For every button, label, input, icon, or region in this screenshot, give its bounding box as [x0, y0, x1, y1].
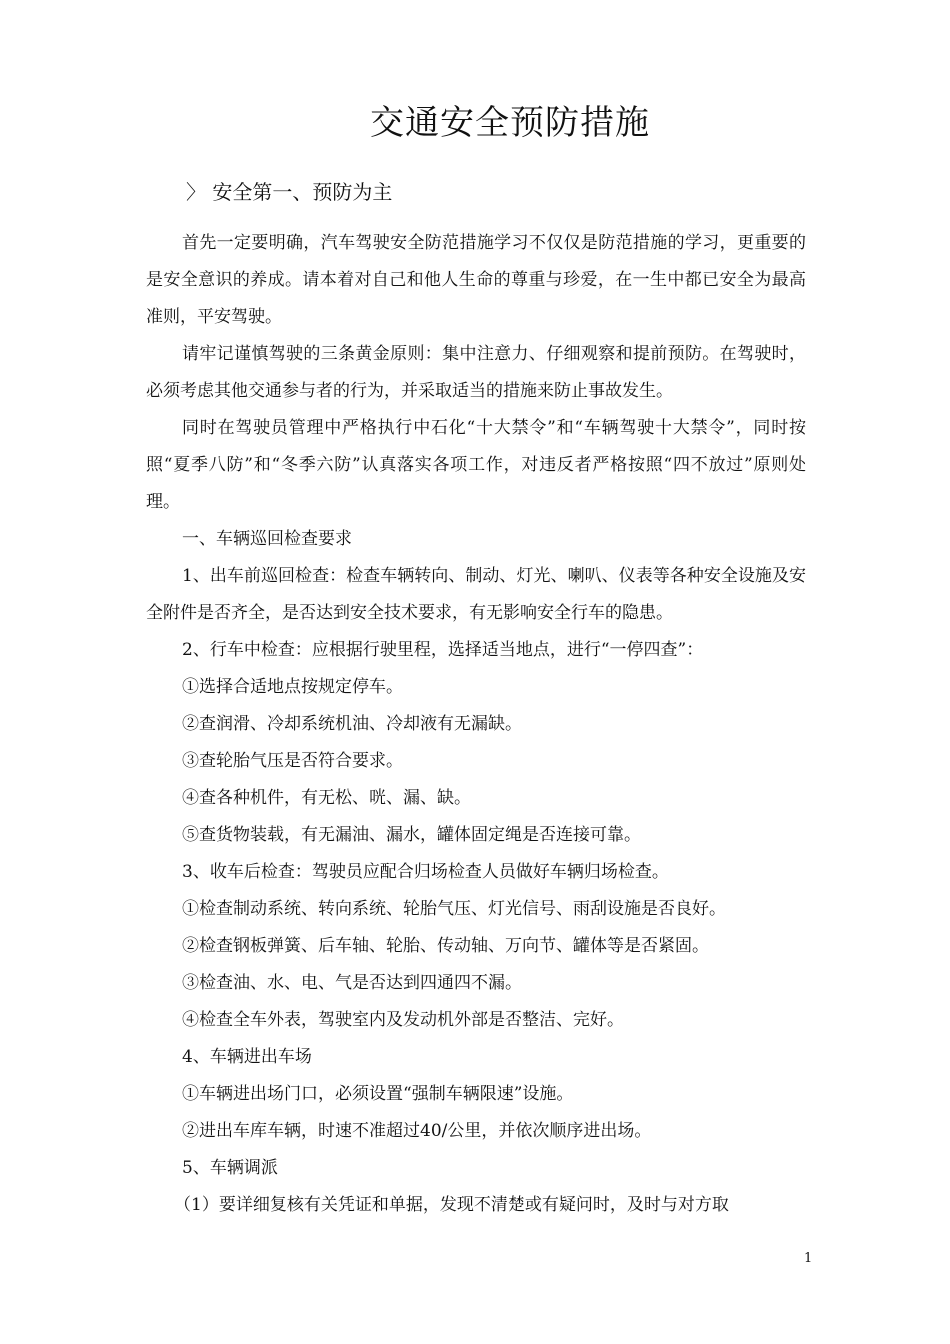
list-subitem: ①车辆进出场门口，必须设置“强制车辆限速”设施。 [182, 1084, 574, 1104]
list-subitem: ④查各种机件，有无松、咣、漏、缺。 [182, 788, 471, 808]
document-title: 交通安全预防措施 [370, 103, 650, 143]
list-item-driving-check: 2、行车中检查：应根据行驶里程，选择适当地点，进行“一停四查”： [182, 640, 704, 660]
paragraph-management: 同时在驾驶员管理中严格执行中石化“十大禁令”和“车辆驾驶十大禁令”，同时按照“夏季八防”和“冬季六防”认真落实各项工作，对违反者严格按照“四不放过”原则处理。 [146, 418, 806, 512]
list-subitem: ②进出车库车辆，时速不准超过40/公里，并依次顺序进出场。 [182, 1121, 652, 1141]
list-item-dispatch: 5、车辆调派 [182, 1158, 278, 1178]
page-number: 1 [804, 1251, 813, 1266]
list-subitem: ⑤查货物装载，有无漏油、漏水，罐体固定绳是否连接可靠。 [182, 825, 641, 845]
list-subitem: （1）要详细复核有关凭证和单据，发现不清楚或有疑问时，及时与对方取 [174, 1195, 729, 1215]
section-heading: 一、车辆巡回检查要求 [182, 529, 352, 549]
list-item-pretrip-check: 1、出车前巡回检查：检查车辆转向、制动、灯光、喇叭、仪表等各种安全设施及安全附件是否齐全，是否达到安全技术要求，有无影响安全行车的隐患。 [146, 566, 806, 623]
document-body [146, 225, 806, 1224]
document-subtitle: 〉 安全第一、预防为主 [186, 180, 393, 204]
paragraph-principles: 请牢记谨慎驾驶的三条黄金原则：集中注意力、仔细观察和提前预防。在驾驶时，必须考虑其他交通参与者的行为，并采取适当的措施来防止事故发生。 [146, 344, 806, 401]
list-item-return-check: 3、收车后检查：驾驶员应配合归场检查人员做好车辆归场检查。 [182, 862, 669, 882]
list-subitem: ②查润滑、冷却系统机油、冷却液有无漏缺。 [182, 714, 522, 734]
list-subitem: ①选择合适地点按规定停车。 [182, 677, 403, 697]
list-item-depot-entry: 4、车辆进出车场 [182, 1047, 312, 1067]
paragraph-intro: 首先一定要明确，汽车驾驶安全防范措施学习不仅仅是防范措施的学习，更重要的是安全意识的养成。请本着对自己和他人生命的尊重与珍爱，在一生中都已安全为最高准则，平安驾驶。 [146, 233, 806, 327]
list-subitem: ①检查制动系统、转向系统、轮胎气压、灯光信号、雨刮设施是否良好。 [182, 899, 726, 919]
list-subitem: ②检查钢板弹簧、后车轴、轮胎、传动轴、万向节、罐体等是否紧固。 [182, 936, 709, 956]
list-subitem: ④检查全车外表，驾驶室内及发动机外部是否整洁、完好。 [182, 1010, 624, 1030]
list-subitem: ③检查油、水、电、气是否达到四通四不漏。 [182, 973, 522, 993]
list-subitem: ③查轮胎气压是否符合要求。 [182, 751, 403, 771]
